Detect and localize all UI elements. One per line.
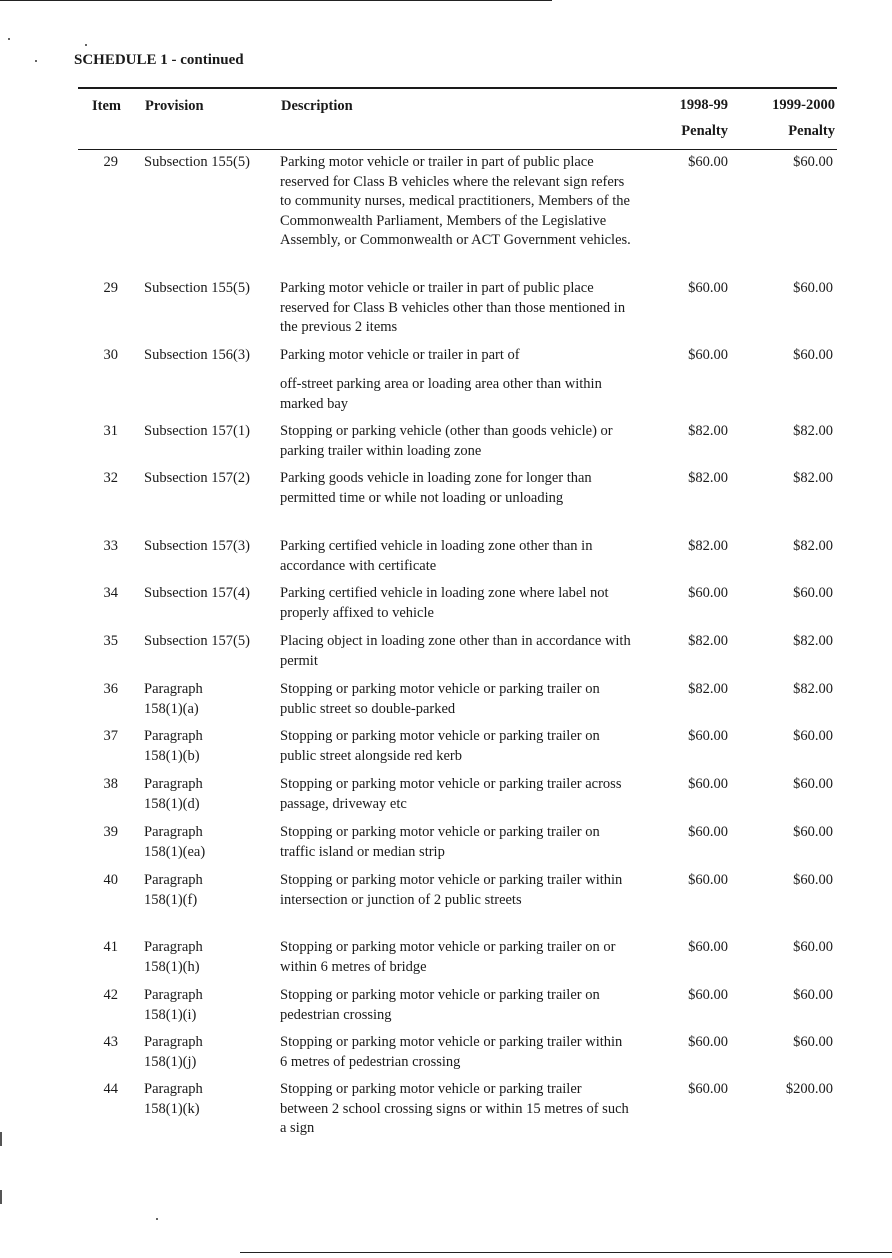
row-item: 38 [103, 776, 118, 792]
row-description: Stopping or parking motor vehicle or parking trailer on pedestrian crossing [280, 987, 600, 1023]
row-item: 33 [103, 538, 118, 554]
row-provision: Paragraph 158(1)(f) [144, 872, 203, 908]
row-description: Stopping or parking motor vehicle or parking trailer on traffic island or median strip [280, 824, 600, 860]
row-description: Parking motor vehicle or trailer in part of public place reserved for Class B vehicles where the relevant sign refers to community nurses, medical practitioners, Members of the Commonwealth Parliament, Members of the Legislative Assembly, or Commonwealth or ACT Government vehicles. [280, 154, 631, 248]
row-penalty-1998: $60.00 [688, 872, 728, 888]
bottom-rule [240, 1252, 892, 1253]
row-description: Placing object in loading zone other than in accordance with permit [280, 633, 631, 669]
row-penalty-1998: $82.00 [688, 538, 728, 554]
row-penalty-1999: $60.00 [793, 776, 833, 792]
header-item: Item [92, 98, 121, 114]
row-item: 41 [103, 939, 118, 955]
row-provision: Paragraph 158(1)(d) [144, 776, 203, 812]
row-penalty-1999: $60.00 [793, 872, 833, 888]
row-provision: Subsection 157(2) [144, 470, 250, 486]
row-provision: Subsection 155(5) [144, 154, 250, 170]
row-provision: Paragraph 158(1)(a) [144, 681, 203, 717]
scan-edge-mark [0, 1190, 2, 1204]
row-penalty-1999: $200.00 [785, 1081, 833, 1097]
row-provision: Paragraph 158(1)(j) [144, 1034, 203, 1070]
row-penalty-1999: $60.00 [793, 824, 833, 840]
row-penalty-1998: $60.00 [688, 776, 728, 792]
row-item: 43 [103, 1034, 118, 1050]
row-provision: Paragraph 158(1)(b) [144, 728, 203, 764]
row-penalty-1999: $82.00 [793, 633, 833, 649]
row-description: Parking certified vehicle in loading zone where label not properly affixed to vehicle [280, 585, 609, 621]
row-provision: Subsection 157(5) [144, 633, 250, 649]
row-item: 31 [103, 423, 118, 439]
row-description: Stopping or parking motor vehicle or parking trailer between 2 school crossing signs or within 15 metres of such a sign [280, 1081, 629, 1136]
row-penalty-1999: $82.00 [793, 681, 833, 697]
header-penalty-1998-label: Penalty [681, 123, 728, 139]
row-item: 36 [103, 681, 118, 697]
row-penalty-1999: $60.00 [793, 347, 833, 363]
row-provision: Paragraph 158(1)(h) [144, 939, 203, 975]
row-penalty-1999: $60.00 [793, 987, 833, 1003]
row-description-continuation: off-street parking area or loading area other than within marked bay [280, 376, 602, 412]
header-penalty-1999-label: Penalty [788, 123, 835, 139]
row-item: 42 [103, 987, 118, 1003]
row-penalty-1998: $60.00 [688, 987, 728, 1003]
row-description: Parking certified vehicle in loading zone other than in accordance with certificate [280, 538, 593, 574]
top-rule [0, 0, 552, 1]
row-penalty-1999: $60.00 [793, 280, 833, 296]
row-penalty-1999: $60.00 [793, 728, 833, 744]
row-penalty-1998: $60.00 [688, 1034, 728, 1050]
row-provision: Subsection 157(4) [144, 585, 250, 601]
header-penalty-1999-year: 1999-2000 [772, 97, 835, 113]
penalty-table [78, 87, 837, 1136]
row-provision: Paragraph 158(1)(i) [144, 987, 203, 1023]
row-description: Stopping or parking motor vehicle or parking trailer on public street so double-parked [280, 681, 600, 717]
row-description: Stopping or parking motor vehicle or parking trailer within intersection or junction of 2 public streets [280, 872, 623, 908]
row-description: Stopping or parking motor vehicle or parking trailer across passage, driveway etc [280, 776, 622, 812]
scan-speck [156, 1218, 158, 1220]
row-penalty-1999: $60.00 [793, 154, 833, 170]
row-penalty-1998: $60.00 [688, 728, 728, 744]
table-header [78, 87, 837, 150]
row-provision: Subsection 155(5) [144, 280, 250, 296]
header-penalty-1998 [680, 92, 728, 144]
row-item: 37 [103, 728, 118, 744]
header-provision: Provision [145, 98, 204, 114]
row-description: Parking motor vehicle or trailer in part of [280, 347, 520, 363]
row-penalty-1999: $82.00 [793, 423, 833, 439]
row-penalty-1998: $60.00 [688, 824, 728, 840]
row-item: 39 [103, 824, 118, 840]
scan-speck [85, 44, 87, 46]
row-penalty-1999: $60.00 [793, 939, 833, 955]
row-provision: Subsection 157(1) [144, 423, 250, 439]
row-penalty-1998: $60.00 [688, 939, 728, 955]
row-description: Stopping or parking vehicle (other than goods vehicle) or parking trailer within loading zone [280, 423, 613, 459]
row-item: 30 [103, 347, 118, 363]
row-penalty-1998: $60.00 [688, 585, 728, 601]
row-penalty-1999: $60.00 [793, 585, 833, 601]
row-penalty-1998: $60.00 [688, 1081, 728, 1097]
row-description: Stopping or parking motor vehicle or parking trailer on or within 6 metres of bridge [280, 939, 616, 975]
row-provision: Paragraph 158(1)(ea) [144, 824, 206, 860]
row-penalty-1998: $60.00 [688, 347, 728, 363]
row-penalty-1998: $82.00 [688, 681, 728, 697]
schedule-heading: SCHEDULE 1 - continued [74, 52, 244, 68]
row-penalty-1998: $60.00 [688, 280, 728, 296]
scan-edge-mark [0, 1132, 2, 1146]
row-penalty-1998: $82.00 [688, 633, 728, 649]
row-item: 29 [103, 154, 118, 170]
row-provision: Subsection 157(3) [144, 538, 250, 554]
row-provision: Paragraph 158(1)(k) [144, 1081, 203, 1117]
row-penalty-1999: $82.00 [793, 538, 833, 554]
scan-speck [8, 38, 10, 40]
row-item: 35 [103, 633, 118, 649]
row-item: 40 [103, 872, 118, 888]
row-description: Parking goods vehicle in loading zone for longer than permitted time or while not loading or unloading [280, 470, 592, 506]
row-description: Stopping or parking motor vehicle or parking trailer within 6 metres of pedestrian crossing [280, 1034, 623, 1070]
header-penalty-1999 [772, 92, 835, 144]
row-item: 44 [103, 1081, 118, 1097]
row-provision: Subsection 156(3) [144, 347, 250, 363]
row-penalty-1998: $82.00 [688, 470, 728, 486]
header-penalty-1998-year: 1998-99 [679, 97, 728, 113]
row-item: 34 [103, 585, 118, 601]
row-penalty-1998: $82.00 [688, 423, 728, 439]
scan-speck [35, 60, 37, 62]
row-item: 29 [103, 280, 118, 296]
row-penalty-1999: $82.00 [793, 470, 833, 486]
row-penalty-1998: $60.00 [688, 154, 728, 170]
row-item: 32 [103, 470, 118, 486]
row-description: Stopping or parking motor vehicle or parking trailer on public street alongside red kerb [280, 728, 600, 764]
row-penalty-1999: $60.00 [793, 1034, 833, 1050]
row-description: Parking motor vehicle or trailer in part of public place reserved for Class B vehicles other than those mentioned in the previous 2 items [280, 280, 626, 335]
header-description: Description [281, 98, 353, 114]
